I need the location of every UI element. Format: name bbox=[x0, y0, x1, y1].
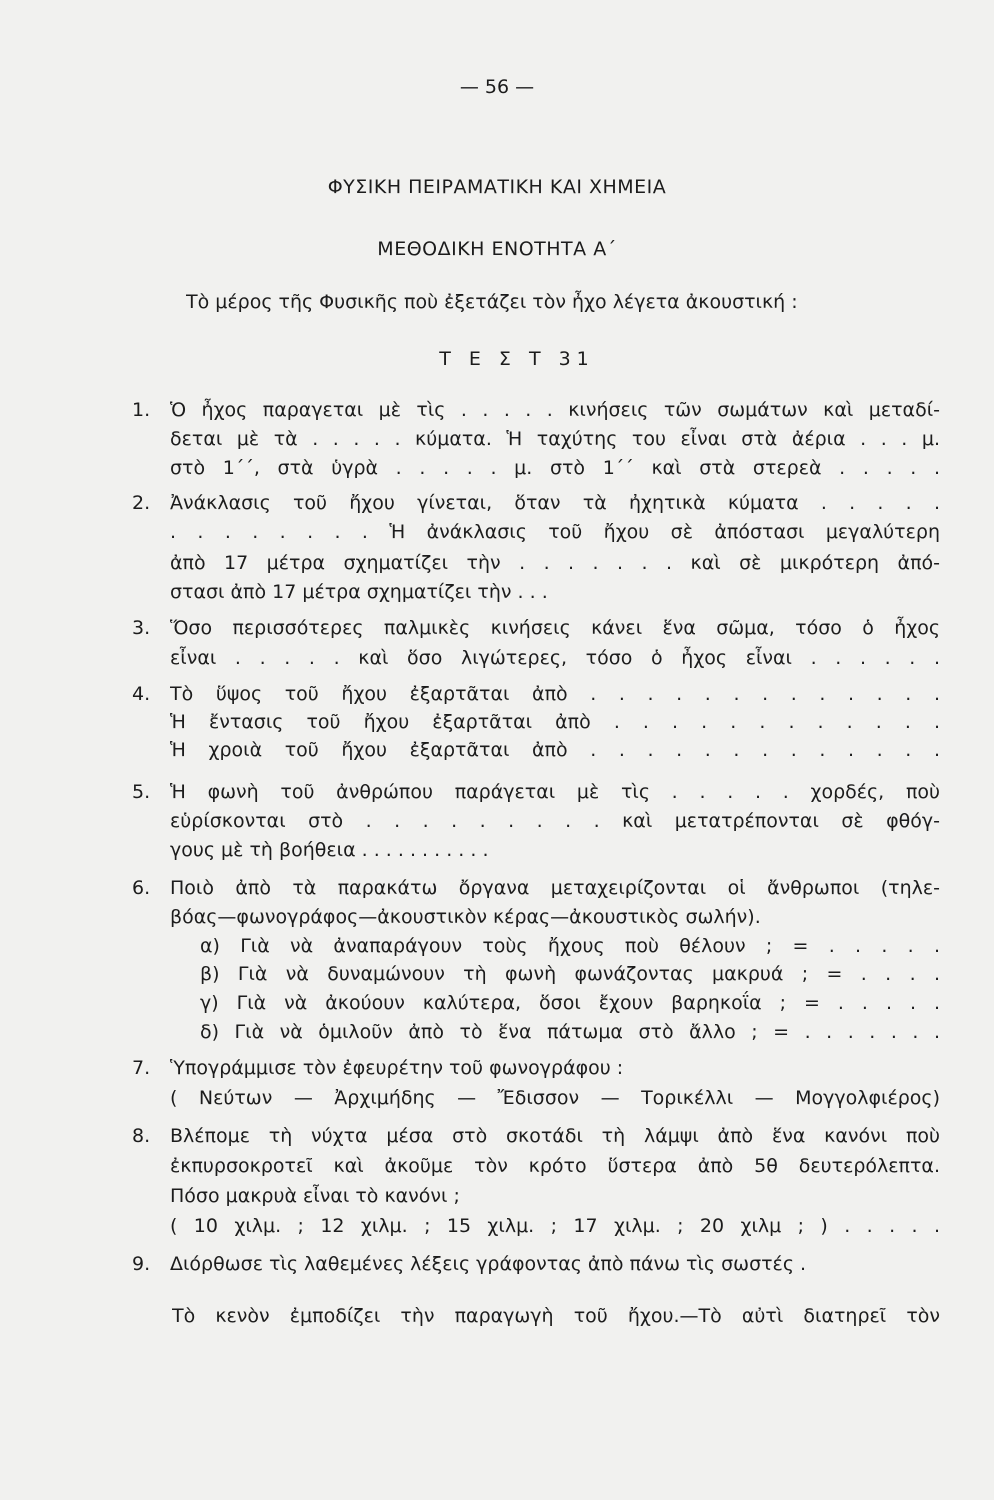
question-number: 6. bbox=[132, 877, 151, 899]
question-line: ἀπὸ 17 μέτρα σχηματίζει τὴν . . . . . . . καὶ σὲ μικρότερη ἀπό- bbox=[170, 552, 940, 574]
question-line: δεται μὲ τὰ . . . . . κύματα. Ἡ ταχύτης του εἶναι στὰ ἀέρια . . . μ. bbox=[170, 428, 940, 450]
question-line: ( Νεύτων — Ἀρχιμήδης — Ἔδισσον — Τορικέλλι — Μογγολφιέρος) bbox=[170, 1087, 940, 1109]
page-number: — 56 — bbox=[459, 76, 535, 98]
intro-text: Τὸ μέρος τῆς Φυσικῆς ποὺ ἐξετάζει τὸν ἦχο λέγετα ἀκουστική : bbox=[186, 291, 798, 313]
question-line: Βλέπομε τὴ νύχτα μέσα στὸ σκοτάδι τὴ λάμψι ἀπὸ ἕνα κανόνι ποὺ bbox=[170, 1125, 940, 1147]
question-number: 5. bbox=[132, 781, 151, 803]
question-line: Ἡ φωνὴ τοῦ ἀνθρώπου παράγεται μὲ τὶς . . . . . χορδές, ποὺ bbox=[170, 781, 940, 803]
question-subitem: β) Γιὰ νὰ δυναμώνουν τὴ φωνὴ φωνάζοντας μακρυά ; = . . . . bbox=[200, 963, 940, 985]
question-line: ἐκπυρσοκροτεῖ καὶ ἀκοῦμε τὸν κρότο ὕστερα ἀπὸ 5θ δευτερόλεπτα. bbox=[170, 1155, 940, 1177]
question-line: Ὑπογράμμισε τὸν ἐφευρέτην τοῦ φωνογράφου : bbox=[170, 1057, 624, 1079]
question-line: γους μὲ τὴ βοήθεια . . . . . . . . . . . bbox=[170, 839, 489, 861]
unit-title: ΜΕΘΟΔΙΚΗ ΕΝΟΤΗΤΑ Α΄ bbox=[377, 238, 617, 260]
question-line: . . . . . . . . Ἡ ἀνάκλασις τοῦ ἤχου σὲ ἀπόστασι μεγαλύτερη bbox=[170, 521, 940, 543]
question-line: εἶναι . . . . . καὶ ὅσο λιγώτερες, τόσο ὁ ἦχος εἶναι . . . . . . bbox=[170, 647, 940, 669]
question-number: 7. bbox=[132, 1057, 151, 1079]
question-line: στασι ἀπὸ 17 μέτρα σχηματίζει τὴν . . . bbox=[170, 581, 548, 603]
question-line: βόας—φωνογράφος—ἀκουστικὸν κέρας—ἀκουστικὸς σωλήν). bbox=[170, 906, 761, 928]
question-line: ( 10 χιλμ. ; 12 χιλμ. ; 15 χιλμ. ; 17 χιλμ. ; 20 χιλμ ; ) . . . . . bbox=[170, 1215, 940, 1237]
question-number: 3. bbox=[132, 617, 151, 639]
question-line: Ὁ ἦχος παραγεται μὲ τὶς . . . . . κινήσεις τῶν σωμάτων καὶ μεταδί- bbox=[170, 399, 940, 421]
question-line: Ἀνάκλασις τοῦ ἤχου γίνεται, ὅταν τὰ ἠχητικὰ κύματα . . . . . bbox=[170, 492, 940, 514]
question-subitem: α) Γιὰ νὰ ἀναπαράγουν τοὺς ἤχους ποὺ θέλουν ; = . . . . . bbox=[200, 935, 940, 957]
question-number: 4. bbox=[132, 683, 151, 705]
question-line: Ἡ ἔντασις τοῦ ἤχου ἐξαρτᾶται ἀπὸ . . . . . . . . . . . . bbox=[170, 711, 940, 733]
question-number: 9. bbox=[132, 1253, 151, 1275]
question-line: Πόσο μακρυὰ εἶναι τὸ κανόνι ; bbox=[170, 1185, 460, 1207]
question-line: Ὅσο περισσότερες παλμικὲς κινήσεις κάνει ἕνα σῶμα, τόσο ὁ ἦχος bbox=[170, 617, 940, 639]
final-paragraph: Τὸ κενὸν ἐμποδίζει τὴν παραγωγὴ τοῦ ἤχου.—Τὸ αὐτὶ διατηρεῖ τὸν bbox=[172, 1305, 940, 1327]
question-line: Τὸ ὕψος τοῦ ἤχου ἐξαρτᾶται ἀπὸ . . . . . . . . . . . . . bbox=[170, 683, 940, 705]
question-line: στὸ 1΄΄, στὰ ὑγρὰ . . . . . μ. στὸ 1΄΄ καὶ στὰ στερεὰ . . . . . bbox=[170, 457, 940, 479]
subject-title: ΦΥΣΙΚΗ ΠΕΙΡΑΜΑΤΙΚΗ ΚΑΙ ΧΗΜΕΙΑ bbox=[327, 176, 667, 198]
question-number: 8. bbox=[132, 1125, 151, 1147]
question-line: Ποιὸ ἀπὸ τὰ παρακάτω ὄργανα μεταχειρίζονται οἱ ἄνθρωποι (τηλε- bbox=[170, 877, 940, 899]
test-title: Τ Ε Σ Τ 31 bbox=[439, 348, 595, 370]
question-line: εὑρίσκονται στὸ . . . . . . . . . καὶ μετατρέπονται σὲ φθόγ- bbox=[170, 810, 940, 832]
question-subitem: δ) Γιὰ νὰ ὁμιλοῦν ἀπὸ τὸ ἕνα πάτωμα στὸ ἄλλο ; = . . . . . . . bbox=[200, 1021, 940, 1043]
question-number: 1. bbox=[132, 399, 151, 421]
question-line: Διόρθωσε τὶς λαθεμένες λέξεις γράφοντας ἀπὸ πάνω τὶς σωστές . bbox=[170, 1253, 807, 1275]
question-number: 2. bbox=[132, 492, 151, 514]
question-subitem: γ) Γιὰ νὰ ἀκούουν καλύτερα, ὅσοι ἔχουν βαρηκοΐα ; = . . . . . bbox=[200, 992, 940, 1014]
question-line: Ἡ χροιὰ τοῦ ἤχου ἐξαρτᾶται ἀπὸ . . . . . . . . . . . . . bbox=[170, 739, 940, 761]
